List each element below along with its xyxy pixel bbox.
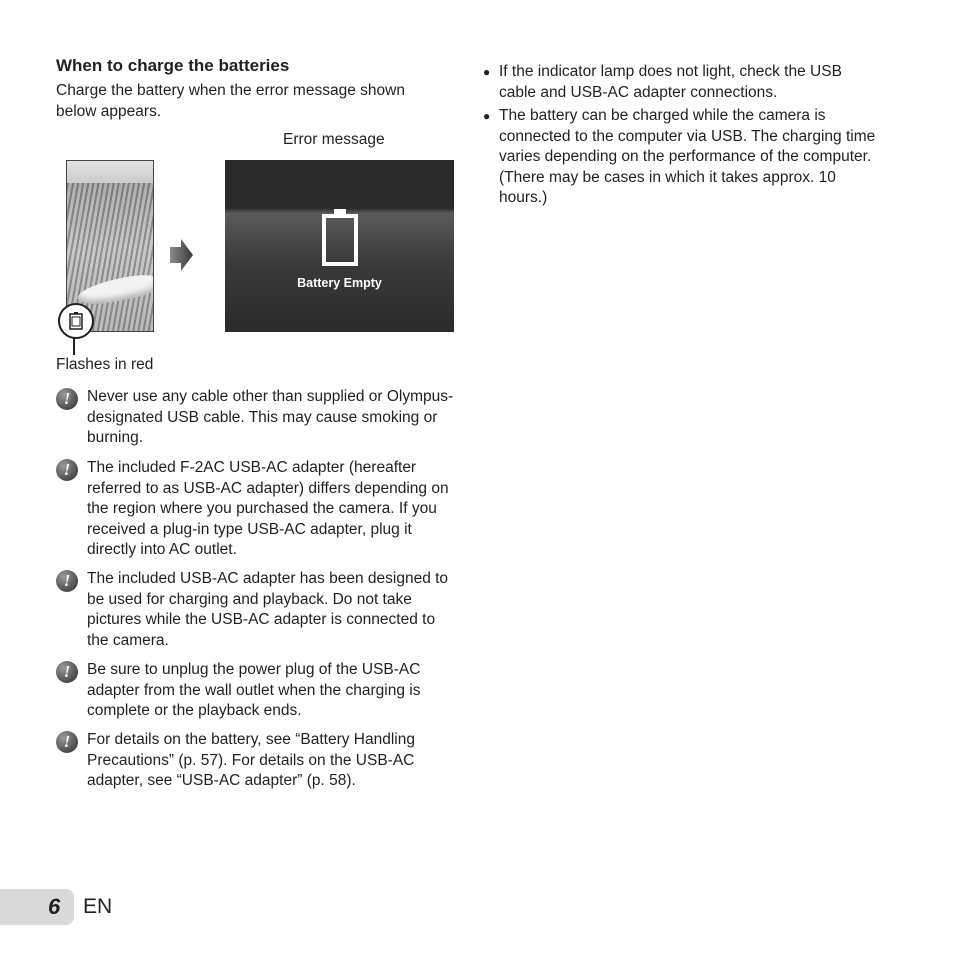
bullet-icon: ● xyxy=(483,109,491,123)
caution-item: ! The included F-2AC USB-AC adapter (hereafter referred to as USB-AC adapter) differs depending on the region where you purchased the camera. If you received a plug-in type USB-AC adapter, plug it directly into AC outlet. xyxy=(56,458,456,561)
bullet-icon: ● xyxy=(483,65,491,79)
caution-item: ! Never use any cable other than supplied or Olympus-designated USB cable. This may cause smoking or burning. xyxy=(56,387,456,449)
section-heading: When to charge the batteries xyxy=(56,56,290,75)
battery-small-icon xyxy=(66,311,86,331)
battery-empty-message: Battery Empty xyxy=(297,276,382,290)
flashes-label: Flashes in red xyxy=(56,356,154,373)
intro-text: Charge the battery when the error message shown below appears. xyxy=(56,82,405,120)
error-screen xyxy=(225,160,454,332)
caution-item: ! For details on the battery, see “Battery Handling Precautions” (p. 57). For details on the USB-AC adapter, see “USB-AC adapter” (p. 58). xyxy=(56,730,456,792)
caution-item: ! The included USB-AC adapter has been designed to be used for charging and playback. Do not take pictures while the USB-AC adapter is connected to the camera. xyxy=(56,569,456,651)
caution-item: ! Be sure to unplug the power plug of the USB-AC adapter from the wall outlet when the charging is complete or the playback ends. xyxy=(56,660,456,722)
caution-icon: ! xyxy=(56,459,78,481)
indicator-leader-line xyxy=(73,337,75,355)
battery-empty-icon xyxy=(321,208,359,266)
error-message-label: Error message xyxy=(283,131,385,148)
caution-icon: ! xyxy=(56,731,78,753)
caution-icon: ! xyxy=(56,388,78,410)
page-number: 6 xyxy=(48,894,61,919)
caution-icon: ! xyxy=(56,570,78,592)
page-number-tab xyxy=(0,889,74,925)
caution-icon: ! xyxy=(56,661,78,683)
arrow-right-icon xyxy=(168,238,194,272)
battery-indicator xyxy=(58,303,94,339)
language-code: EN xyxy=(83,895,113,918)
note-item: ● The battery can be charged while the camera is connected to the computer via USB. The charging time varies depending on the performance of the computer. (There may be cases in which it takes approx. 10 hours.) xyxy=(483,107,876,206)
note-item: ● If the indicator lamp does not light, check the USB cable and USB-AC adapter connections. xyxy=(483,63,842,101)
